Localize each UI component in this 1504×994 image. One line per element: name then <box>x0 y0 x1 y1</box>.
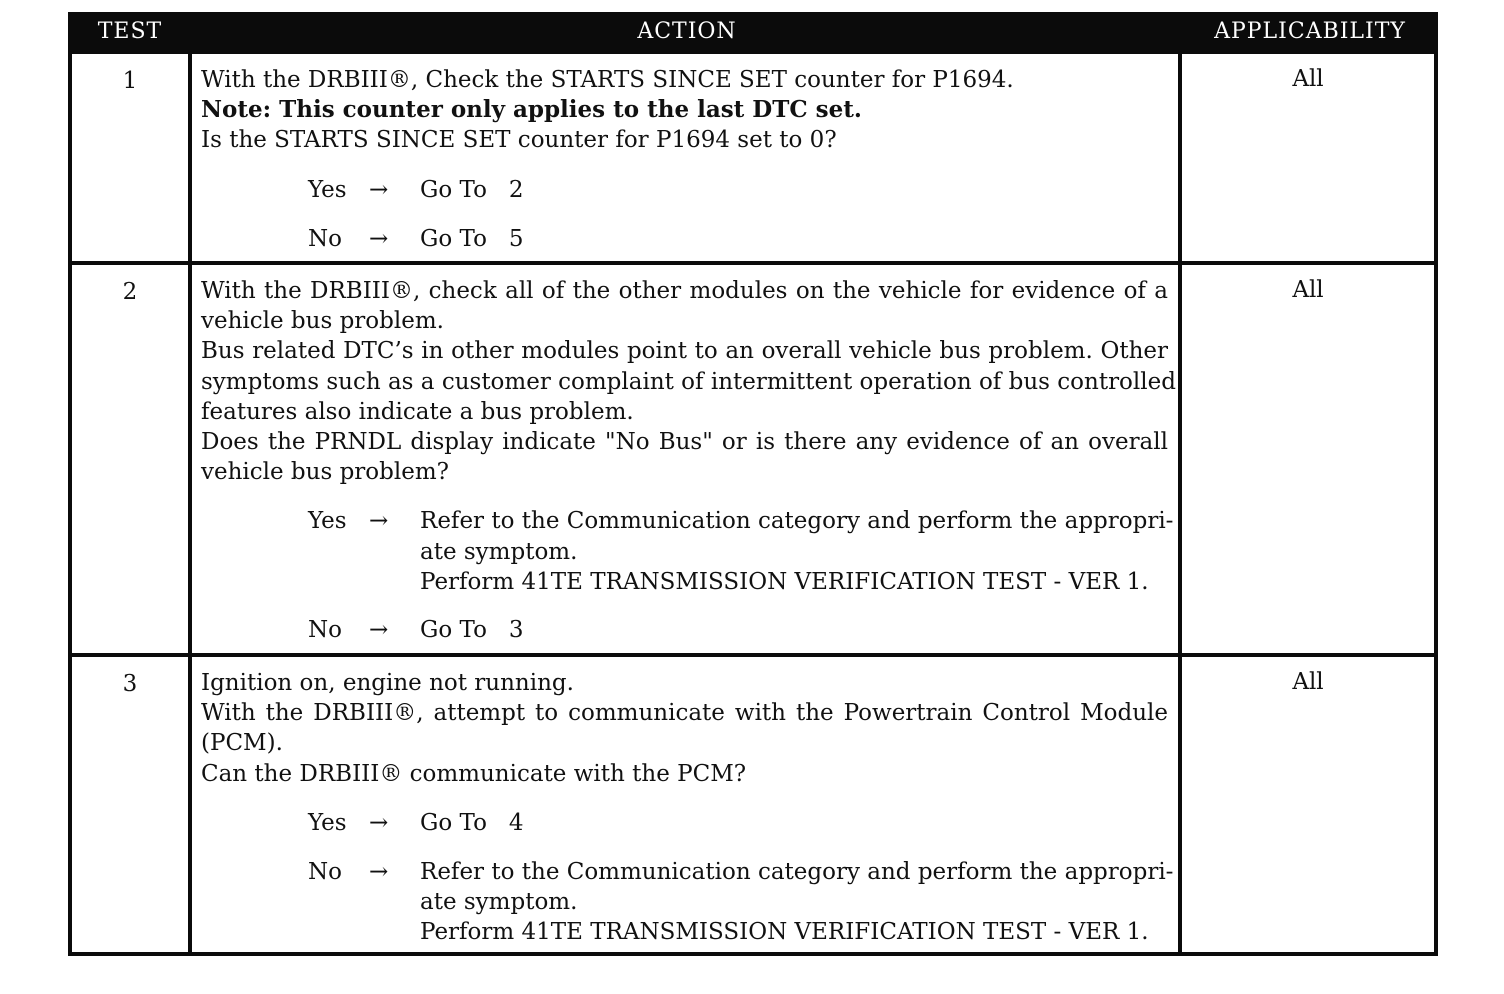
test-number: 2 <box>122 279 138 305</box>
response-result: ate symptom. <box>420 538 578 565</box>
response-answer: Yes <box>308 176 347 203</box>
header-test: TEST <box>97 19 163 44</box>
header-applicability: APPLICABILITY <box>1214 19 1406 44</box>
response-result: Refer to the Communication category and perform the appropri- <box>420 508 1174 535</box>
response-no <box>201 857 1174 947</box>
action-question: Is the STARTS SINCE SET counter for P1694 set to 0? <box>201 127 837 154</box>
action-line: Does the PRNDL display indicate "No Bus" or is there any evidence of an overall <box>201 429 1168 456</box>
response-no <box>201 224 1168 254</box>
arrow-icon: → <box>369 617 389 644</box>
response-yes <box>201 175 1168 205</box>
test-number-cell <box>72 657 188 952</box>
applicability-value: All <box>1292 277 1324 303</box>
applicability-cell <box>1182 54 1434 261</box>
test-number-cell <box>72 54 188 261</box>
response-result: ate symptom. <box>420 889 578 916</box>
response-answer: No <box>308 225 342 252</box>
response-result: Perform 41TE TRANSMISSION VERIFICATION TEST - VER 1. <box>420 568 1149 595</box>
response-result: Go To 2 <box>420 176 524 203</box>
action-line: With the DRBIII®, attempt to communicate with the Powertrain Control Module <box>201 700 1168 727</box>
action-cell <box>192 54 1178 261</box>
response-result: Go To 3 <box>420 617 524 644</box>
response-yes <box>201 506 1174 596</box>
arrow-icon: → <box>369 858 389 885</box>
action-line: (PCM). <box>201 730 283 757</box>
response-no <box>201 615 1168 645</box>
response-result: Perform 41TE TRANSMISSION VERIFICATION TEST - VER 1. <box>420 919 1149 946</box>
action-question: Can the DRBIII® communicate with the PCM? <box>201 760 747 787</box>
arrow-icon: → <box>369 225 389 252</box>
response-answer: Yes <box>308 508 347 535</box>
diagnostic-test-table <box>68 12 1438 956</box>
applicability-value: All <box>1292 66 1324 92</box>
response-result: Refer to the Communication category and perform the appropri- <box>420 858 1174 885</box>
arrow-icon: → <box>369 176 389 203</box>
action-cell <box>192 265 1178 653</box>
response-answer: No <box>308 617 342 644</box>
action-line: With the DRBIII®, check all of the other modules on the vehicle for evidence of a <box>201 278 1168 304</box>
response-result: Go To 4 <box>420 809 524 836</box>
action-line: vehicle bus problem. <box>201 308 444 335</box>
test-number: 3 <box>122 671 138 697</box>
action-note: Note: This counter only applies to the last DTC set. <box>201 96 862 124</box>
action-line: With the DRBIII®, Check the STARTS SINCE SET counter for P1694. <box>201 67 1014 93</box>
response-yes <box>201 808 1168 838</box>
action-line: Bus related DTC’s in other modules point to an overall vehicle bus problem. Other <box>201 338 1168 365</box>
arrow-icon: → <box>369 508 389 535</box>
response-answer: Yes <box>308 809 347 836</box>
action-line: features also indicate a bus problem. <box>201 398 634 425</box>
applicability-value: All <box>1292 669 1324 695</box>
test-number: 1 <box>122 68 138 94</box>
arrow-icon: → <box>369 809 389 836</box>
action-line: symptoms such as a customer complaint of intermittent operation of bus controlled <box>201 368 1176 395</box>
header-action: ACTION <box>637 19 737 44</box>
test-number-cell <box>72 265 188 653</box>
response-answer: No <box>308 858 342 885</box>
action-line: Ignition on, engine not running. <box>201 670 574 696</box>
response-result: Go To 5 <box>420 225 524 252</box>
action-question: vehicle bus problem? <box>201 459 449 486</box>
applicability-cell <box>1182 657 1434 952</box>
applicability-cell <box>1182 265 1434 653</box>
action-cell <box>192 657 1178 952</box>
